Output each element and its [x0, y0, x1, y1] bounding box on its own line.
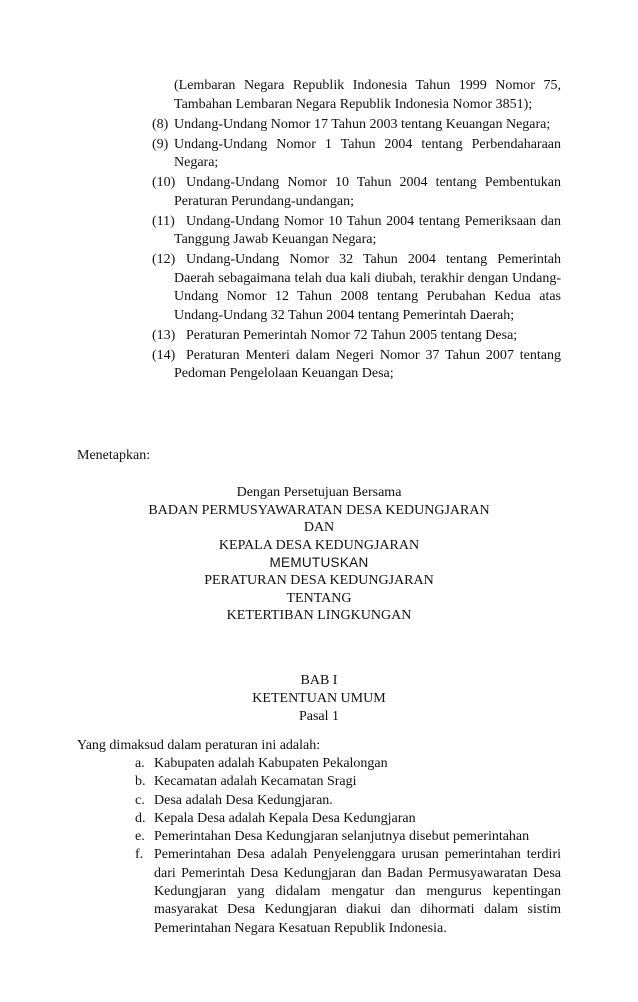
decree-line: KETERTIBAN LINGKUNGAN [226, 608, 412, 624]
legal-basis-item [152, 251, 561, 325]
definition-text: Pemerintahan Desa adalah Penyelenggara urusan pemerintahan terdiri dari Pemerintah Desa Kedungjaran dan Badan Permusyawaratan Desa Kedungjaran yang didalam mengatur dan mengurus kepentingan masyarakat Desa Kedungjaran diakui dan dihormati dalam sistim Pemerintahan Negara Kesatuan Republik Indonesia. [154, 847, 561, 936]
decree-line: PERATURAN DESA KEDUNGJARAN [204, 572, 434, 588]
item-number: (10) [152, 175, 176, 190]
definition-letter: a. [135, 756, 145, 771]
definition-text: Pemerintahan Desa Kedungjaran selanjutnya disebut pemerintahan [154, 829, 530, 845]
item-text: Undang-Undang Nomor 10 Tahun 2004 tentang Pembentukan Peraturan Perundang-undangan; [174, 175, 561, 209]
definition-letter: c. [135, 792, 145, 808]
definition-item [135, 773, 561, 791]
definition-text: Kabupaten adalah Kabupaten Pekalongan [154, 756, 388, 771]
item-number: (8) [152, 116, 169, 132]
decree-line: MEMUTUSKAN [269, 555, 369, 571]
legal-basis-item [152, 327, 561, 346]
decree-line: KEPALA DESA KEDUNGJARAN [218, 537, 420, 553]
definition-text: Kecamatan adalah Kecamatan Sragi [154, 774, 357, 790]
definition-item [135, 828, 561, 846]
legal-basis-item [152, 174, 561, 211]
definition-letter: e. [135, 829, 145, 845]
definition-item [135, 755, 561, 773]
item-text: Undang-Undang Nomor 32 Tahun 2004 tentang Pemerintah Daerah sebagaimana telah dua kali diubah, terakhir dengan Undang-Undang Nomor 12 Tahun 2008 tentang Perubahan Kedua atas Undang-Undang 32 Tahun 2004 tentang Pemerintah Daerah; [174, 252, 561, 323]
item-text: Undang-Undang Nomor 10 Tahun 2004 tentang Pemeriksaan dan Tanggung Jawab Keuangan Negara; [174, 213, 561, 247]
legal-basis-item [152, 347, 561, 384]
decree-line: DAN [303, 520, 335, 536]
chapter-number: BAB I [300, 673, 338, 688]
definition-letter: b. [135, 774, 146, 790]
menetapkan-label: Menetapkan: [77, 448, 151, 463]
definition-item [135, 846, 561, 937]
item-number: (12) [152, 252, 176, 267]
item-number: (11) [152, 213, 175, 229]
item-number: (14) [152, 347, 176, 363]
article-number: Pasal 1 [298, 709, 340, 724]
item-number: (13) [152, 327, 176, 343]
decree-line: Dengan Persetujuan Bersama [236, 485, 402, 500]
legal-basis-item [152, 213, 561, 250]
chapter-heading [90, 672, 548, 726]
item-text: Peraturan Pemerintah Nomor 72 Tahun 2005 tentang Desa; [186, 327, 518, 343]
item-text: Undang-Undang Nomor 17 Tahun 2003 tentang Keuangan Negara; [174, 116, 551, 132]
decree-heading [90, 484, 548, 625]
decree-line: TENTANG [286, 590, 352, 606]
legal-basis-continuation: (Lembaran Negara Republik Indonesia Tahun 1999 Nomor 75, Tambahan Lembaran Negara Republik Indonesia Nomor 3851); [174, 78, 561, 112]
decree-line: BADAN PERMUSYAWARATAN DESA KEDUNGJARAN [148, 502, 490, 518]
definitions-list [135, 755, 561, 938]
legal-basis-item [152, 116, 561, 135]
item-text: Undang-Undang Nomor 1 Tahun 2004 tentang Perbendaharaan Negara; [174, 136, 561, 170]
legal-basis-list [152, 77, 561, 385]
chapter-title: KETENTUAN UMUM [252, 691, 386, 706]
item-text: Peraturan Menteri dalam Negeri Nomor 37 Tahun 2007 tentang Pedoman Pengelolaan Keuangan Desa; [174, 347, 561, 381]
item-number: (9) [152, 136, 169, 152]
definition-text: Desa adalah Desa Kedungjaran. [154, 792, 333, 808]
definitions-intro: Yang dimaksud dalam peraturan ini adalah: [77, 738, 321, 753]
definition-letter: f. [135, 847, 144, 863]
definition-text: Kepala Desa adalah Kepala Desa Kedungjaran [154, 810, 416, 826]
legal-basis-item [152, 136, 561, 173]
definition-item [135, 810, 561, 828]
definition-item [135, 792, 561, 810]
definition-letter: d. [135, 810, 146, 826]
